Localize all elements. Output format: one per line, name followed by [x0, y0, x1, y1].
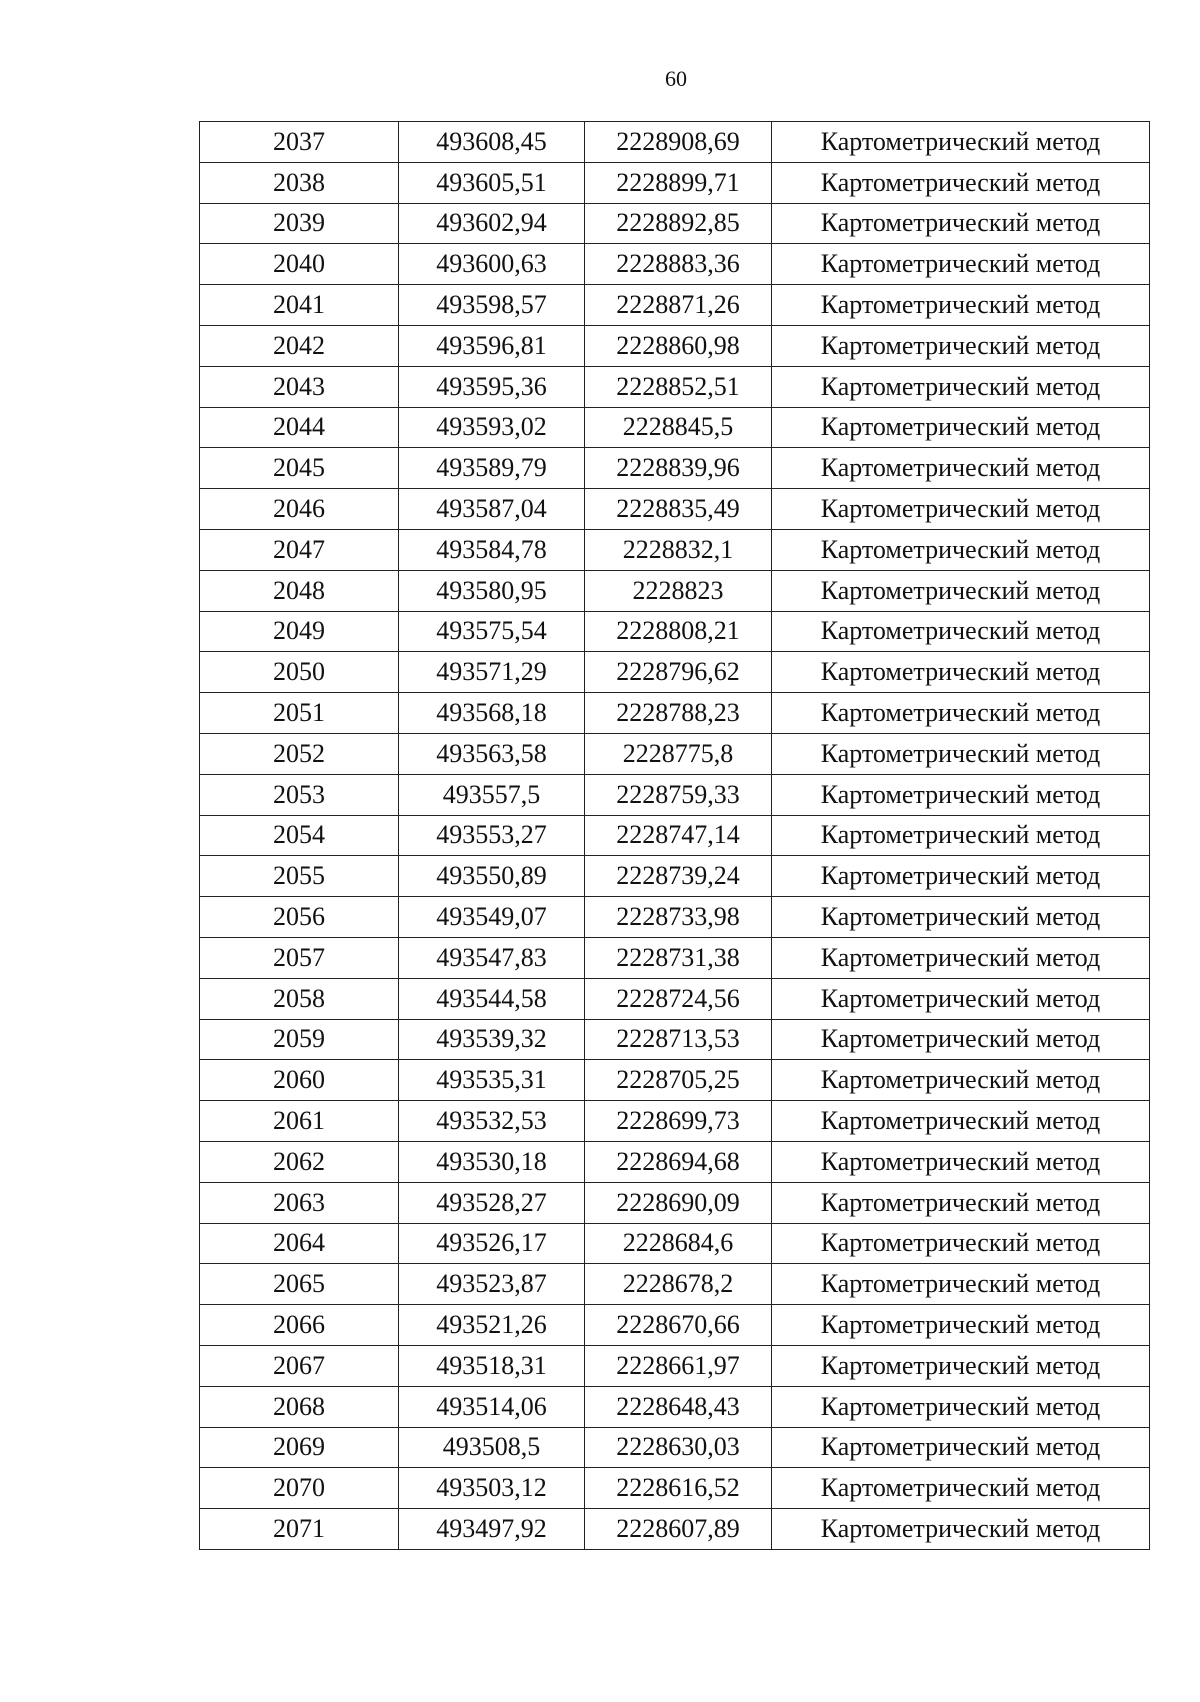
table-row: [200, 448, 1150, 489]
y-coordinate-cell: 2228908,69: [585, 122, 772, 163]
table-row: [200, 1101, 1150, 1142]
method-cell: Картометрический метод: [772, 1060, 1150, 1101]
table-row: [200, 244, 1150, 285]
x-coordinate-cell: 493571,29: [399, 652, 585, 693]
x-coordinate-cell: 493563,58: [399, 733, 585, 774]
x-coordinate-cell: 493600,63: [399, 244, 585, 285]
x-coordinate-cell: 493595,36: [399, 366, 585, 407]
y-coordinate-cell: 2228796,62: [585, 652, 772, 693]
point-number-cell: 2062: [200, 1141, 399, 1182]
method-cell: Картометрический метод: [772, 1345, 1150, 1386]
x-coordinate-cell: 493550,89: [399, 856, 585, 897]
method-cell: Картометрический метод: [772, 652, 1150, 693]
y-coordinate-cell: 2228883,36: [585, 244, 772, 285]
method-cell: Картометрический метод: [772, 244, 1150, 285]
y-coordinate-cell: 2228892,85: [585, 203, 772, 244]
method-cell: Картометрический метод: [772, 1182, 1150, 1223]
table-row: [200, 203, 1150, 244]
table-row: [200, 693, 1150, 734]
y-coordinate-cell: 2228607,89: [585, 1509, 772, 1550]
table-row: [200, 407, 1150, 448]
y-coordinate-cell: 2228839,96: [585, 448, 772, 489]
x-coordinate-cell: 493535,31: [399, 1060, 585, 1101]
x-coordinate-cell: 493549,07: [399, 897, 585, 938]
point-number-cell: 2064: [200, 1223, 399, 1264]
x-coordinate-cell: 493598,57: [399, 285, 585, 326]
table-row: [200, 1427, 1150, 1468]
method-cell: Картометрический метод: [772, 366, 1150, 407]
point-number-cell: 2041: [200, 285, 399, 326]
y-coordinate-cell: 2228832,1: [585, 529, 772, 570]
table-row: [200, 774, 1150, 815]
method-cell: Картометрический метод: [772, 937, 1150, 978]
method-cell: Картометрический метод: [772, 1101, 1150, 1142]
point-number-cell: 2043: [200, 366, 399, 407]
method-cell: Картометрический метод: [772, 407, 1150, 448]
x-coordinate-cell: 493523,87: [399, 1264, 585, 1305]
point-number-cell: 2065: [200, 1264, 399, 1305]
y-coordinate-cell: 2228699,73: [585, 1101, 772, 1142]
x-coordinate-cell: 493580,95: [399, 570, 585, 611]
method-cell: Картометрический метод: [772, 203, 1150, 244]
method-cell: Картометрический метод: [772, 733, 1150, 774]
point-number-cell: 2066: [200, 1305, 399, 1346]
y-coordinate-cell: 2228835,49: [585, 489, 772, 530]
x-coordinate-cell: 493530,18: [399, 1141, 585, 1182]
y-coordinate-cell: 2228808,21: [585, 611, 772, 652]
x-coordinate-cell: 493584,78: [399, 529, 585, 570]
x-coordinate-cell: 493587,04: [399, 489, 585, 530]
table-row: [200, 611, 1150, 652]
x-coordinate-cell: 493589,79: [399, 448, 585, 489]
y-coordinate-cell: 2228694,68: [585, 1141, 772, 1182]
point-number-cell: 2061: [200, 1101, 399, 1142]
method-cell: Картометрический метод: [772, 1305, 1150, 1346]
method-cell: Картометрический метод: [772, 897, 1150, 938]
table-row: [200, 489, 1150, 530]
x-coordinate-cell: 493557,5: [399, 774, 585, 815]
point-number-cell: 2071: [200, 1509, 399, 1550]
x-coordinate-cell: 493575,54: [399, 611, 585, 652]
table-row: [200, 897, 1150, 938]
table-row: [200, 1182, 1150, 1223]
method-cell: Картометрический метод: [772, 1427, 1150, 1468]
table-row: [200, 285, 1150, 326]
table-row: [200, 1305, 1150, 1346]
x-coordinate-cell: 493514,06: [399, 1386, 585, 1427]
point-number-cell: 2047: [200, 529, 399, 570]
x-coordinate-cell: 493547,83: [399, 937, 585, 978]
method-cell: Картометрический метод: [772, 1019, 1150, 1060]
point-number-cell: 2045: [200, 448, 399, 489]
table-row: [200, 1019, 1150, 1060]
method-cell: Картометрический метод: [772, 815, 1150, 856]
point-number-cell: 2053: [200, 774, 399, 815]
x-coordinate-cell: 493503,12: [399, 1468, 585, 1509]
table-row: [200, 1386, 1150, 1427]
table-row: [200, 978, 1150, 1019]
point-number-cell: 2042: [200, 325, 399, 366]
x-coordinate-cell: 493602,94: [399, 203, 585, 244]
point-number-cell: 2059: [200, 1019, 399, 1060]
point-number-cell: 2037: [200, 122, 399, 163]
point-number-cell: 2055: [200, 856, 399, 897]
table-row: [200, 122, 1150, 163]
table-row: [200, 856, 1150, 897]
y-coordinate-cell: 2228733,98: [585, 897, 772, 938]
method-cell: Картометрический метод: [772, 774, 1150, 815]
point-number-cell: 2046: [200, 489, 399, 530]
y-coordinate-cell: 2228724,56: [585, 978, 772, 1019]
y-coordinate-cell: 2228661,97: [585, 1345, 772, 1386]
method-cell: Картометрический метод: [772, 122, 1150, 163]
method-cell: Картометрический метод: [772, 529, 1150, 570]
coordinates-table-body: [200, 122, 1150, 1550]
x-coordinate-cell: 493518,31: [399, 1345, 585, 1386]
y-coordinate-cell: 2228630,03: [585, 1427, 772, 1468]
table-row: [200, 1468, 1150, 1509]
point-number-cell: 2048: [200, 570, 399, 611]
method-cell: Картометрический метод: [772, 162, 1150, 203]
method-cell: Картометрический метод: [772, 611, 1150, 652]
y-coordinate-cell: 2228775,8: [585, 733, 772, 774]
point-number-cell: 2068: [200, 1386, 399, 1427]
table-row: [200, 733, 1150, 774]
point-number-cell: 2038: [200, 162, 399, 203]
method-cell: Картометрический метод: [772, 856, 1150, 897]
method-cell: Картометрический метод: [772, 1264, 1150, 1305]
y-coordinate-cell: 2228648,43: [585, 1386, 772, 1427]
y-coordinate-cell: 2228845,5: [585, 407, 772, 448]
point-number-cell: 2057: [200, 937, 399, 978]
y-coordinate-cell: 2228690,09: [585, 1182, 772, 1223]
point-number-cell: 2063: [200, 1182, 399, 1223]
y-coordinate-cell: 2228759,33: [585, 774, 772, 815]
table-row: [200, 1345, 1150, 1386]
x-coordinate-cell: 493608,45: [399, 122, 585, 163]
method-cell: Картометрический метод: [772, 1468, 1150, 1509]
point-number-cell: 2070: [200, 1468, 399, 1509]
x-coordinate-cell: 493553,27: [399, 815, 585, 856]
x-coordinate-cell: 493528,27: [399, 1182, 585, 1223]
y-coordinate-cell: 2228731,38: [585, 937, 772, 978]
point-number-cell: 2044: [200, 407, 399, 448]
y-coordinate-cell: 2228788,23: [585, 693, 772, 734]
table-row: [200, 529, 1150, 570]
table-row: [200, 652, 1150, 693]
x-coordinate-cell: 493497,92: [399, 1509, 585, 1550]
point-number-cell: 2039: [200, 203, 399, 244]
method-cell: Картометрический метод: [772, 285, 1150, 326]
table-row: [200, 570, 1150, 611]
table-row: [200, 937, 1150, 978]
y-coordinate-cell: 2228871,26: [585, 285, 772, 326]
y-coordinate-cell: 2228739,24: [585, 856, 772, 897]
y-coordinate-cell: 2228713,53: [585, 1019, 772, 1060]
method-cell: Картометрический метод: [772, 978, 1150, 1019]
table-row: [200, 325, 1150, 366]
point-number-cell: 2069: [200, 1427, 399, 1468]
y-coordinate-cell: 2228616,52: [585, 1468, 772, 1509]
method-cell: Картометрический метод: [772, 1223, 1150, 1264]
x-coordinate-cell: 493568,18: [399, 693, 585, 734]
y-coordinate-cell: 2228852,51: [585, 366, 772, 407]
method-cell: Картометрический метод: [772, 489, 1150, 530]
y-coordinate-cell: 2228684,6: [585, 1223, 772, 1264]
table-row: [200, 162, 1150, 203]
coordinates-table: [199, 121, 1150, 1550]
x-coordinate-cell: 493526,17: [399, 1223, 585, 1264]
point-number-cell: 2056: [200, 897, 399, 938]
method-cell: Картометрический метод: [772, 448, 1150, 489]
point-number-cell: 2058: [200, 978, 399, 1019]
point-number-cell: 2050: [200, 652, 399, 693]
table-row: [200, 366, 1150, 407]
y-coordinate-cell: 2228670,66: [585, 1305, 772, 1346]
method-cell: Картометрический метод: [772, 693, 1150, 734]
y-coordinate-cell: 2228823: [585, 570, 772, 611]
point-number-cell: 2040: [200, 244, 399, 285]
point-number-cell: 2049: [200, 611, 399, 652]
method-cell: Картометрический метод: [772, 1141, 1150, 1182]
point-number-cell: 2067: [200, 1345, 399, 1386]
point-number-cell: 2060: [200, 1060, 399, 1101]
method-cell: Картометрический метод: [772, 1509, 1150, 1550]
x-coordinate-cell: 493532,53: [399, 1101, 585, 1142]
point-number-cell: 2054: [200, 815, 399, 856]
table-row: [200, 815, 1150, 856]
table-row: [200, 1509, 1150, 1550]
table-row: [200, 1141, 1150, 1182]
x-coordinate-cell: 493605,51: [399, 162, 585, 203]
x-coordinate-cell: 493593,02: [399, 407, 585, 448]
page-number: 60: [665, 66, 687, 91]
y-coordinate-cell: 2228899,71: [585, 162, 772, 203]
point-number-cell: 2051: [200, 693, 399, 734]
x-coordinate-cell: 493521,26: [399, 1305, 585, 1346]
x-coordinate-cell: 493539,32: [399, 1019, 585, 1060]
method-cell: Картометрический метод: [772, 325, 1150, 366]
table-row: [200, 1223, 1150, 1264]
table-row: [200, 1264, 1150, 1305]
table-row: [200, 1060, 1150, 1101]
method-cell: Картометрический метод: [772, 1386, 1150, 1427]
point-number-cell: 2052: [200, 733, 399, 774]
method-cell: Картометрический метод: [772, 570, 1150, 611]
x-coordinate-cell: 493508,5: [399, 1427, 585, 1468]
x-coordinate-cell: 493544,58: [399, 978, 585, 1019]
x-coordinate-cell: 493596,81: [399, 325, 585, 366]
y-coordinate-cell: 2228678,2: [585, 1264, 772, 1305]
y-coordinate-cell: 2228860,98: [585, 325, 772, 366]
y-coordinate-cell: 2228705,25: [585, 1060, 772, 1101]
y-coordinate-cell: 2228747,14: [585, 815, 772, 856]
